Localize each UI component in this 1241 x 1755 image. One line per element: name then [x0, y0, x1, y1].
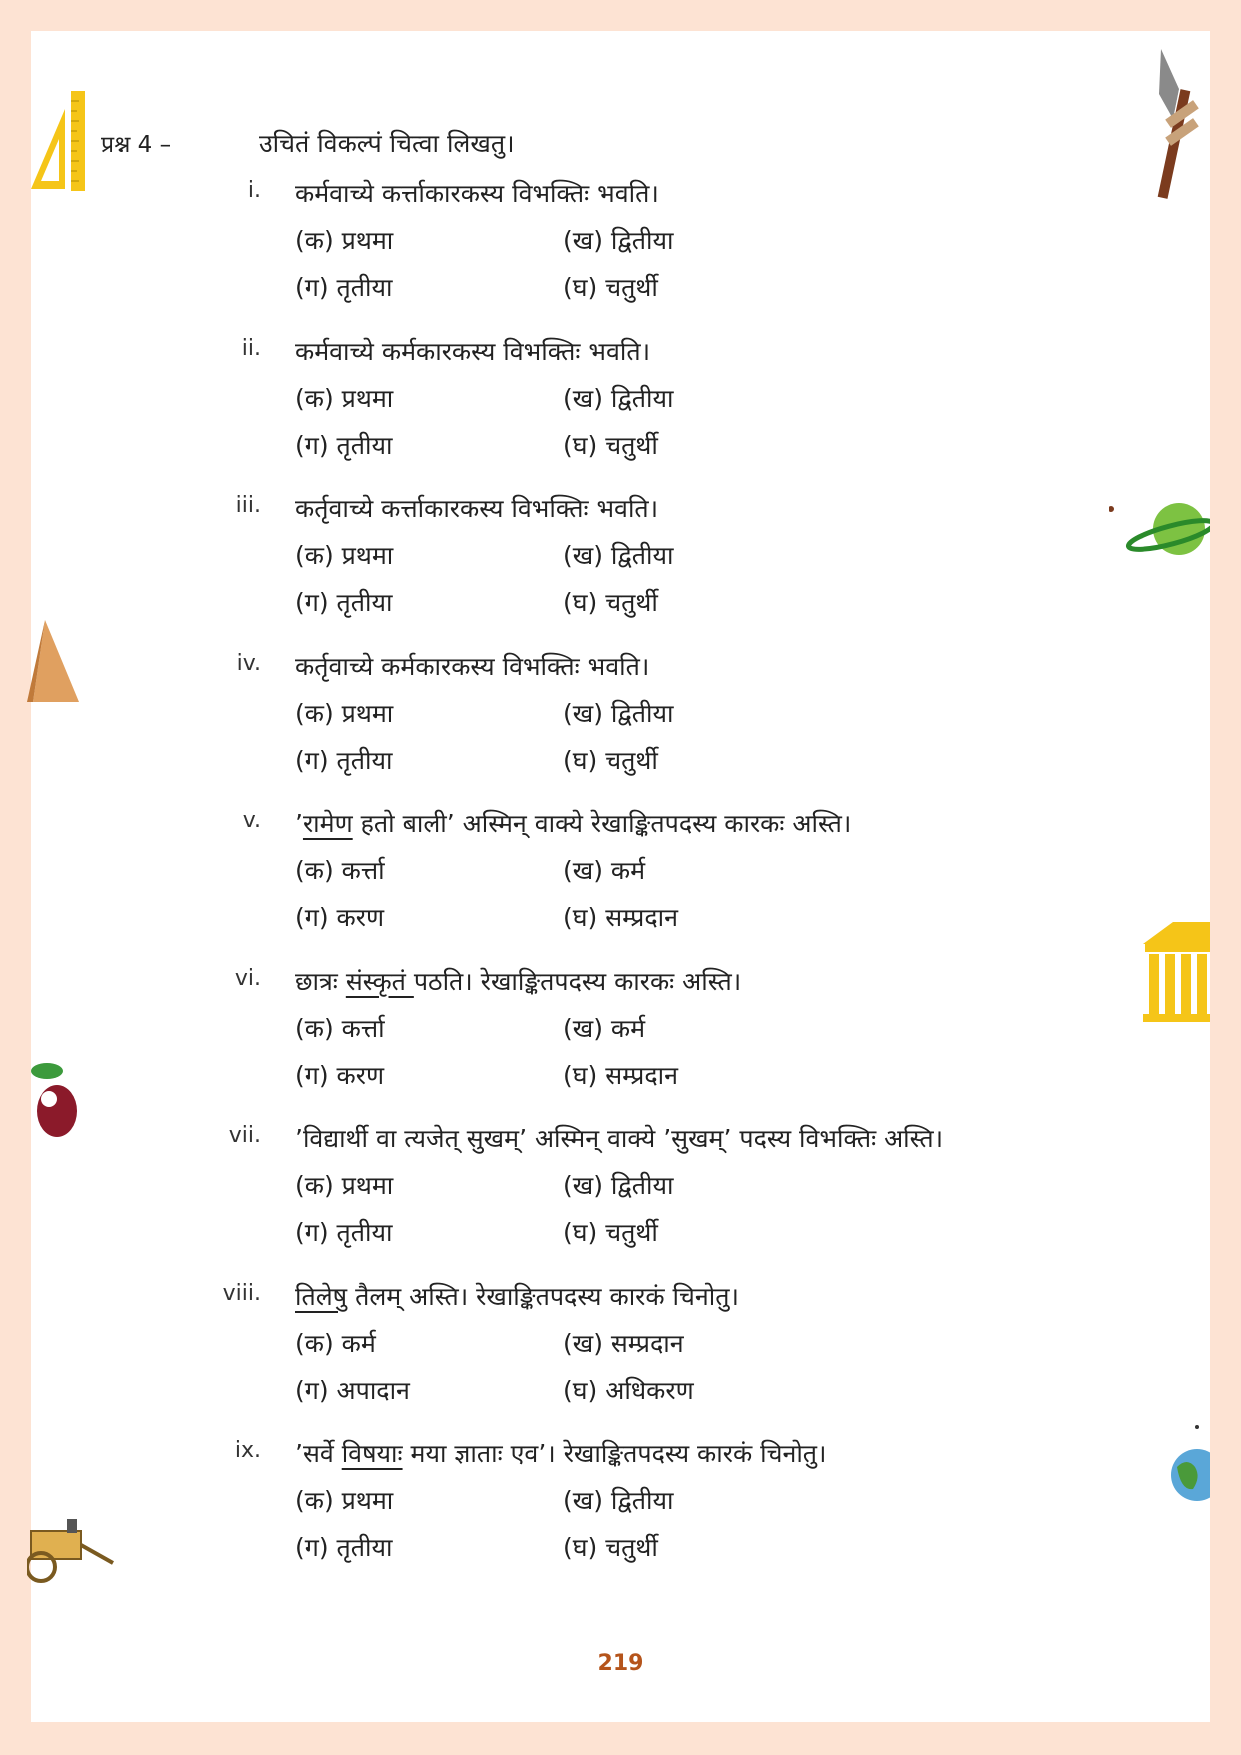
question-text: कर्मवाच्ये कर्मकारकस्य विभक्तिः भवति।	[295, 336, 651, 366]
option: (घ) चतुर्थी	[563, 745, 658, 775]
planet-icon	[1109, 499, 1210, 559]
question-number: vii.	[228, 1123, 261, 1148]
question-text: ’विद्यार्थी वा त्यजेत् सुखम्’ अस्मिन् वाक्ये ’सुखम्’ पदस्य विभक्तिः अस्ति।	[295, 1124, 944, 1153]
question-number: i.	[247, 178, 261, 203]
question-text-post: पठति। रेखाङ्कितपदस्य कारकः अस्ति।	[413, 966, 742, 996]
option: (क) प्रथमा	[295, 698, 394, 728]
option: (घ) चतुर्थी	[563, 1218, 658, 1247]
option: (ग) तृतीया	[295, 273, 393, 302]
option: (ग) अपादान	[295, 1375, 410, 1405]
option: (ग) करण	[295, 1060, 385, 1090]
option: (ख) कर्म	[563, 856, 646, 885]
option: (ख) सम्प्रदान	[563, 1328, 684, 1358]
question-number: viii.	[222, 1280, 261, 1306]
question-number: iii.	[235, 493, 261, 518]
question-text-pre: ’सर्वे	[295, 1439, 342, 1468]
stone-axe-icon	[1151, 49, 1211, 199]
question-text	[295, 1436, 827, 1470]
option: (क) कर्म	[295, 1328, 376, 1358]
question-number: vi.	[234, 965, 261, 991]
option: (क) कर्त्ता	[295, 856, 385, 885]
underlined-word: तिलेषु	[295, 1281, 348, 1311]
option: (ग) तृतीया	[295, 588, 393, 617]
question-number: ix.	[234, 1438, 261, 1463]
option: (ग) करण	[295, 903, 385, 932]
pyramid-icon	[27, 616, 83, 706]
cart-icon	[27, 1501, 117, 1591]
question-instruction: उचितं विकल्पं चित्वा लिखतु।	[258, 129, 515, 158]
option: (क) कर्त्ता	[295, 1013, 385, 1043]
question-text	[295, 806, 851, 840]
underlined-word: संस्कृतं	[345, 966, 414, 996]
question-text: कर्मवाच्ये कर्त्ताकारकस्य विभक्तिः भवति।	[295, 179, 659, 208]
page-number: 219	[597, 1651, 644, 1676]
question-text: कर्तृवाच्ये कर्मकारकस्य विभक्तिः भवति।	[295, 651, 650, 681]
option: (ख) द्वितीया	[563, 383, 674, 413]
question-number: v.	[242, 808, 261, 833]
question-text-post: मया ज्ञाताः एव’। रेखाङ्कितपदस्य कारकं चिनोतु।	[402, 1439, 827, 1468]
option: (ग) तृतीया	[295, 745, 393, 775]
question-text-pre: ’	[295, 809, 303, 838]
fruit-icon	[27, 1059, 83, 1143]
pillar-icon	[1143, 916, 1210, 1026]
question-label: प्रश्न 4 –	[101, 132, 172, 158]
question-text	[295, 964, 741, 998]
option: (क) प्रथमा	[295, 1171, 394, 1200]
ruler-icon	[27, 89, 93, 195]
option: (ग) तृतीया	[295, 1218, 393, 1247]
option: (क) प्रथमा	[295, 226, 394, 255]
option: (ख) कर्म	[563, 1013, 646, 1043]
question-text-post: तैलम् अस्ति। रेखाङ्कितपदस्य कारकं चिनोतु।	[347, 1281, 739, 1311]
option: (घ) चतुर्थी	[563, 273, 658, 302]
option: (घ) चतुर्थी	[563, 1533, 658, 1562]
option: (क) प्रथमा	[295, 541, 394, 570]
question-text-post: हतो बाली’ अस्मिन् वाक्ये रेखाङ्कितपदस्य कारकः अस्ति।	[352, 809, 852, 838]
option: (ग) तृतीया	[295, 430, 393, 460]
option: (ख) द्वितीया	[563, 1171, 674, 1200]
option: (घ) चतुर्थी	[563, 430, 658, 460]
page	[31, 31, 1210, 1722]
option: (ग) तृतीया	[295, 1533, 393, 1562]
question-text-pre: छात्रः	[295, 966, 346, 996]
option: (घ) चतुर्थी	[563, 588, 658, 617]
option: (ख) द्वितीया	[563, 541, 674, 570]
option: (घ) सम्प्रदान	[563, 903, 678, 932]
question-number: iv.	[236, 650, 261, 676]
question-text	[295, 1279, 739, 1313]
option: (क) प्रथमा	[295, 383, 394, 413]
question-text: कर्तृवाच्ये कर्त्ताकारकस्य विभक्तिः भवति।	[295, 494, 659, 523]
question-header	[101, 126, 515, 160]
option: (ख) द्वितीया	[563, 1486, 674, 1515]
option: (घ) अधिकरण	[563, 1375, 694, 1405]
question-number: ii.	[241, 335, 261, 361]
underlined-word: विषयाः	[341, 1439, 403, 1468]
option: (ख) द्वितीया	[563, 698, 674, 728]
option: (क) प्रथमा	[295, 1486, 394, 1515]
globe-icon	[1169, 1423, 1210, 1503]
underlined-word: रामेण	[302, 809, 353, 838]
option: (ख) द्वितीया	[563, 226, 674, 255]
option: (घ) सम्प्रदान	[563, 1060, 678, 1090]
